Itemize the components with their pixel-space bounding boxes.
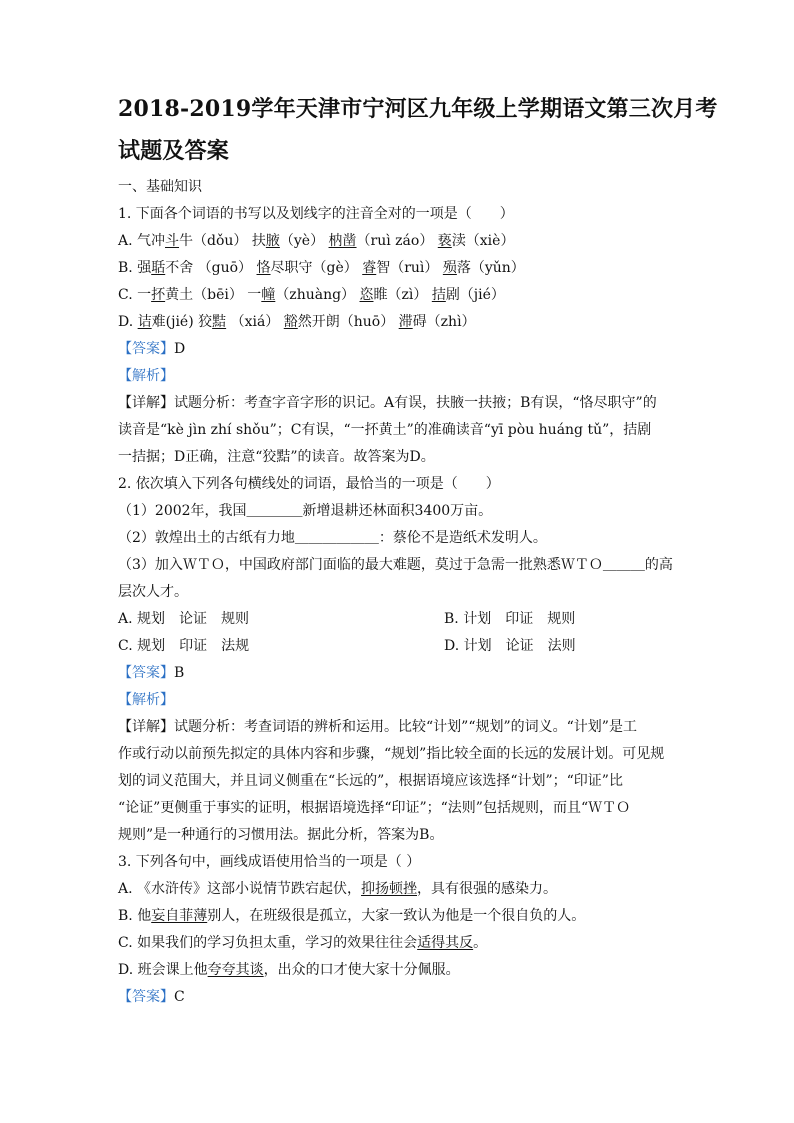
underlined-term: 夸夸其谈 (207, 962, 264, 978)
explanation-line (118, 444, 684, 471)
text-segment: 不舍 （guō） (165, 260, 257, 276)
option-b (118, 255, 684, 282)
text-segment: 尽职守（gè） (270, 260, 363, 276)
text-segment: A. 气冲 (118, 233, 166, 249)
text-segment: ，出众的口才使大家十分佩服。 (263, 962, 460, 978)
text-segment: （xiá） (226, 314, 284, 330)
section-label: 【解析】 (118, 692, 174, 708)
underlined-term: 诘 (137, 314, 152, 330)
underlined-term: 豁 (283, 314, 298, 330)
text-segment: 然开朗（huō） (297, 314, 399, 330)
text-segment: 别人，在班级很是孤立，大家一致认为他是一个很自负的人。 (207, 908, 586, 924)
sentence-2 (118, 525, 684, 552)
option-row (118, 633, 684, 660)
text-segment: A. 规划 论证 规则 (118, 611, 250, 627)
text-segment: 一拮据；D正确，注意“狡黠”的读音。故答案为D。 (118, 449, 435, 465)
sentence-3 (118, 552, 684, 579)
document-page (118, 88, 718, 1011)
text-segment: 层次人才。 (118, 584, 188, 600)
text-segment: 落（yǔn） (456, 260, 525, 276)
option-d (118, 957, 684, 984)
underlined-term: 抑扬顿挫 (361, 881, 418, 897)
explanation-line (118, 741, 684, 768)
text-segment: 读音是“kè jìn zhí shǒu”；C有误，“一抔黄土”的准确读音“yī pòu huáng tǔ”，拮剧 (118, 422, 652, 438)
underlined-term: 殒 (442, 260, 457, 276)
section-label: 【答案】 (118, 665, 174, 681)
explanation-line (118, 417, 684, 444)
text-segment: 2. 依次填入下列各句横线处的词语，最恰当的一项是（ ） (118, 476, 500, 492)
text-segment: （ruì záo） (356, 233, 438, 249)
option-right-column: D. 计划 论证 法则 (444, 638, 576, 654)
text-segment: 1. 下面各个词语的书写以及划线字的注音全对的一项是（ ） (118, 206, 514, 222)
text-segment: 睢（zì） (373, 287, 432, 303)
question-1 (118, 201, 684, 228)
underlined-term: 妄自菲薄 (151, 908, 208, 924)
text-segment: 【详解】试题分析：考查字音字形的识记。A有误，扶腋一扶掖；B有误，“恪尽职守”的 (118, 395, 657, 411)
explanation-line (118, 714, 684, 741)
text-segment: 规则”是一种通行的习惯用法。据此分析，答案为B。 (118, 827, 444, 843)
sentence-3-cont (118, 579, 684, 606)
answer-line (118, 984, 684, 1011)
text-segment: 划的词义范围大，并且词义侧重在“长远的”，根据语境应该选择“计划”；“印证”比 (118, 773, 623, 789)
explanation-line (118, 795, 684, 822)
text-segment: （zhuàng） (275, 287, 360, 303)
document-body (118, 174, 684, 1011)
text-segment: B. 他 (118, 908, 152, 924)
text-segment: （3）加入ＷＴＯ，中国政府部门面临的最大难题，莫过于急需一批熟悉ＷＴＯ＿＿＿的高 (118, 557, 673, 573)
text-segment: D. (118, 314, 138, 330)
underlined-term: 适得其反 (417, 935, 474, 951)
option-a (118, 228, 684, 255)
text-segment: （1）2002年，我国＿＿＿＿新增退耕还林面积3400万亩。 (118, 503, 493, 519)
section-label: 【答案】 (118, 989, 174, 1005)
explanation-line (118, 768, 684, 795)
text-segment: C. 一 (118, 287, 152, 303)
underlined-term: 腋 (265, 233, 280, 249)
title-line-2: 试题及答案 (118, 138, 230, 164)
option-a (118, 876, 684, 903)
text-segment: B (174, 665, 185, 681)
underlined-term: 拮 (431, 287, 446, 303)
answer-line (118, 660, 684, 687)
section-label: 【答案】 (118, 341, 174, 357)
option-right-column: B. 计划 印证 规则 (444, 611, 576, 627)
text-segment: 作或行动以前预先拟定的具体内容和步骤，“规划”指比较全面的长远的发展计划。可见规 (118, 746, 665, 762)
text-segment: C. 规划 印证 法规 (118, 638, 250, 654)
underlined-term: 幢 (261, 287, 276, 303)
text-segment: B. 强 (118, 260, 152, 276)
explanation-line (118, 390, 684, 417)
option-c (118, 930, 684, 957)
answer-line (118, 336, 684, 363)
text-segment: 【详解】试题分析：考查词语的辨析和运用。比较“计划”“规划”的词义。“计划”是工 (118, 719, 637, 735)
text-segment: C. 如果我们的学习负担太重，学习的效果往往会 (118, 935, 418, 951)
text-segment: 3. 下列各句中，画线成语使用恰当的一项是（ ） (118, 854, 421, 870)
question-2 (118, 471, 684, 498)
text-segment: 难(jié) 狡 (151, 314, 213, 330)
option-d (118, 309, 684, 336)
analysis-label (118, 687, 684, 714)
title-line-1: 2018-2019学年天津市宁河区九年级上学期语文第三次月考 (118, 96, 718, 122)
question-3 (118, 849, 684, 876)
underlined-term: 聒 (151, 260, 166, 276)
section-heading (118, 174, 684, 201)
underlined-term: 滞 (398, 314, 413, 330)
text-segment: 渎（xiè） (451, 233, 515, 249)
underlined-term: 抔 (151, 287, 166, 303)
text-segment: 牛（dǒu） 扶 (179, 233, 266, 249)
text-segment: 碍（zhì） (412, 314, 476, 330)
option-c (118, 282, 684, 309)
underlined-term: 枘凿 (328, 233, 357, 249)
option-row (118, 606, 684, 633)
underlined-term: 亵 (437, 233, 452, 249)
section-label: 【解析】 (118, 368, 174, 384)
underlined-term: 黠 (212, 314, 227, 330)
text-segment: D (174, 341, 186, 357)
text-segment: “论证”更侧重于事实的证明，根据语境选择“印证”；“法则”包括规则，而且“ＷＴＯ (118, 800, 631, 816)
text-segment: 黄土（bēi） 一 (165, 287, 262, 303)
text-segment: D. 班会课上他 (118, 962, 208, 978)
text-segment: 一、基础知识 (118, 179, 202, 195)
underlined-term: 恪 (256, 260, 271, 276)
text-segment: ，具有很强的感染力。 (417, 881, 558, 897)
underlined-term: 恣 (359, 287, 374, 303)
underlined-term: 斗 (165, 233, 180, 249)
explanation-line (118, 822, 684, 849)
text-segment: （2）敦煌出土的古纸有力地＿＿＿＿＿＿：蔡伦不是造纸术发明人。 (118, 530, 547, 546)
text-segment: 智（ruì） (376, 260, 443, 276)
sentence-1 (118, 498, 684, 525)
document-title (118, 88, 718, 172)
text-segment: 剧（jié） (445, 287, 505, 303)
underlined-term: 睿 (362, 260, 377, 276)
analysis-label (118, 363, 684, 390)
text-segment: A. 《水浒传》这部小说情节跌宕起伏， (118, 881, 362, 897)
text-segment: C (174, 989, 185, 1005)
text-segment: （yè） (279, 233, 329, 249)
option-b (118, 903, 684, 930)
text-segment: 。 (473, 935, 488, 951)
